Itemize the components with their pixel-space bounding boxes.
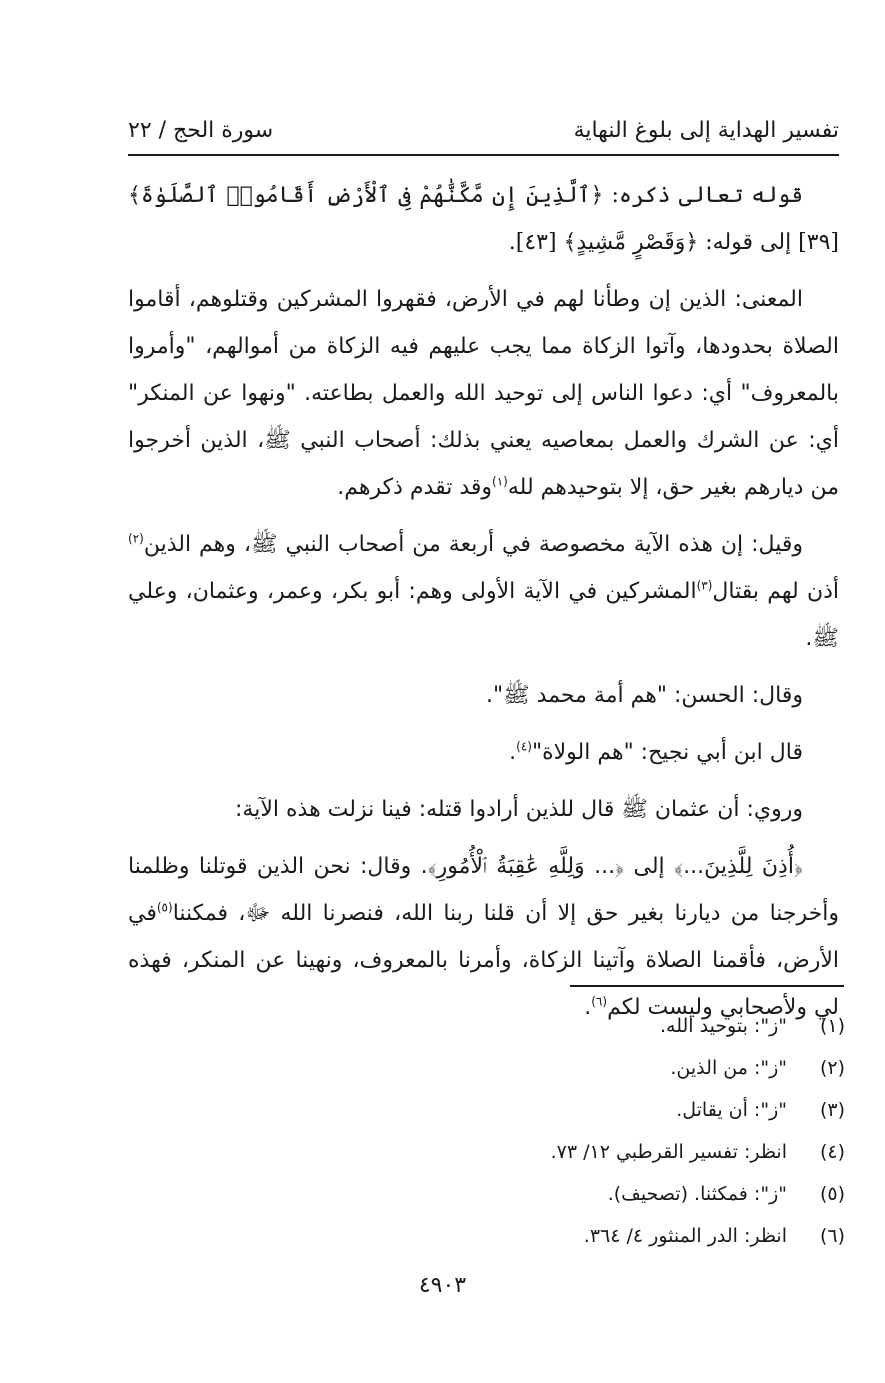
footnote-number: (٤) bbox=[819, 1141, 845, 1163]
footnote-item bbox=[450, 1215, 845, 1257]
footnote-text: انظر: تفسير القرطبي ١٢/ ٧٣. bbox=[550, 1141, 787, 1163]
paragraph-2: المعنى: الذين إن وطأنا لهم في الأرض، فقهروا المشركين وقتلوهم، أقاموا الصلاة بحدودها، وآتوا الزكاة مما يجب عليهم فيه الزكاة من أموالهم، "وأمروا بالمعروف" أي: دعوا الناس إلى توحيد الله والعمل بطاعته. "ونهوا عن المنكر" أي: عن الشرك والعمل بمعاصيه يعني بذلك: أصحاب النبي ﷺ، الذين أخرجوا من ديارهم بغير حق، إلا بتوحيدهم لله$^{(١)}$وقد تقدم ذكرهم. bbox=[128, 287, 839, 500]
paragraph-1: قوله تعالى ذكره: ﴿ٱلَّذِينَ إِن مَّكَّنَّٰهُمْ فِى ٱلْأَرْضِ أَقَامُوا۟ ٱلصَّلَوٰةَ﴾ [٣٩] إلى قوله: ﴿وَقَصْرٍ مَّشِيدٍ﴾ [٤٣]. bbox=[128, 183, 839, 255]
footnote-ref-6: (٦) bbox=[591, 994, 608, 1009]
footnote-ref-3: (٣) bbox=[696, 578, 713, 593]
footnote-item bbox=[450, 1089, 845, 1131]
footnote-text: "ز": بتوحيد الله. bbox=[659, 1015, 787, 1037]
main-text bbox=[128, 172, 839, 1031]
paragraph-7: ﴿أُذِنَ لِلَّذِينَ...﴾ إلى ﴿... وَلِلَّهِ عَٰقِبَةُ ٱلْأُمُورِ﴾. وقال: نحن الذين قوتلنا وظلمنا وأخرجنا من ديارنا بغير حق إلا أن قلنا ربنا الله، فنصرنا الله ﷻ، فمكننا$^{(٥)}$في الأرض، فأقمنا الصلاة وآتينا الزكاة، وأمرنا بالمعروف، ونهينا عن المنكر، فهذه لي ولأصحابي وليست لكم$^{(٦)}$. bbox=[128, 854, 839, 1020]
header-divider bbox=[128, 154, 839, 156]
footnote-item bbox=[450, 1047, 845, 1089]
paragraph-3: وقيل: إن هذه الآية مخصوصة في أربعة من أصحاب النبي ﷺ، وهم الذين$^{(٢)}$ أذن لهم بقتال$^{(٣)}$المشركين في الآية الأولى وهم: أبو بكر، وعمر، وعثمان، وعلي ﷺ. bbox=[128, 531, 840, 651]
footnote-divider bbox=[570, 985, 844, 987]
paragraph-4: وقال: الحسن: "هم أمة محمد ﷺ". bbox=[485, 683, 803, 708]
footnote-number: (٥) bbox=[819, 1183, 845, 1205]
footnote-item bbox=[450, 1131, 845, 1173]
footnote-number: (٢) bbox=[819, 1057, 845, 1079]
footnote-item bbox=[450, 1173, 845, 1215]
paragraph-5: قال ابن أبي نجيح: "هم الولاة"$^{(٤)}$. bbox=[509, 739, 803, 765]
footnote-item bbox=[450, 1005, 845, 1047]
footnote-number: (٦) bbox=[819, 1225, 845, 1247]
footnote-ref-1: (١) bbox=[492, 474, 508, 489]
book-title: تفسير الهداية إلى بلوغ النهاية bbox=[573, 117, 839, 143]
footnote-number: (٣) bbox=[819, 1099, 845, 1121]
footnote-ref-4: (٤) bbox=[516, 739, 532, 754]
footnote-ref-2: (٢) bbox=[128, 531, 144, 546]
footnote-text: "ز": من الذين. bbox=[670, 1057, 787, 1079]
paragraph-6: وروي: أن عثمان ﷺ قال للذين أرادوا قتله: فينا نزلت هذه الآية: bbox=[235, 797, 803, 822]
page-number: ٤٩٠٣ bbox=[418, 1273, 467, 1298]
footnotes-list bbox=[450, 1005, 845, 1257]
footnote-number: (١) bbox=[819, 1015, 845, 1037]
footnote-ref-5: (٥) bbox=[156, 900, 173, 915]
footnote-text: "ز": أن يقاتل. bbox=[676, 1099, 787, 1121]
surah-page-label: سورة الحج / ٢٢ bbox=[128, 117, 274, 143]
footnote-text: "ز": فمكثنا. (تصحيف). bbox=[607, 1183, 787, 1205]
running-header bbox=[128, 112, 839, 148]
footnote-text: انظر: الدر المنثور ٤/ ٣٦٤. bbox=[583, 1225, 787, 1247]
